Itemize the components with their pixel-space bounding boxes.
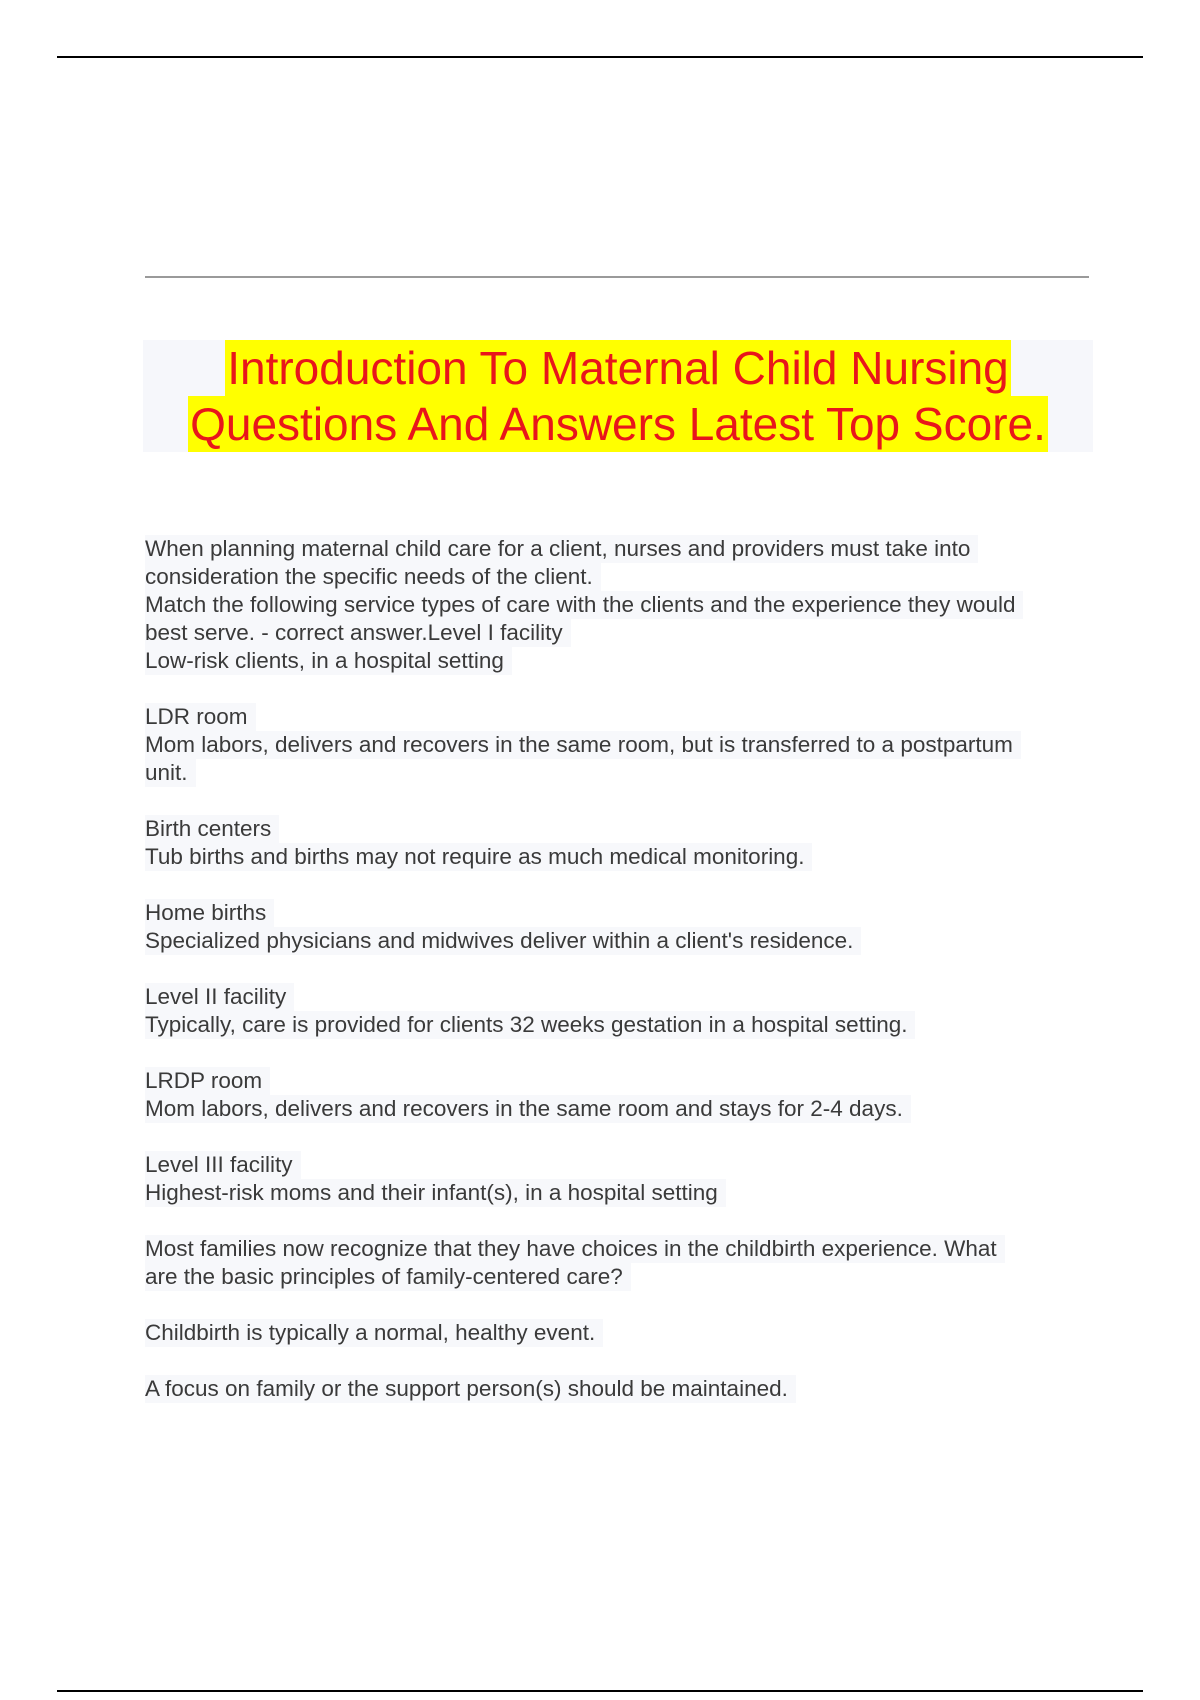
paragraph	[145, 815, 1090, 871]
document-title	[143, 340, 1093, 452]
text-line: Specialized physicians and midwives deliver within a client's residence.	[145, 927, 861, 955]
text-line: Level II facility	[145, 983, 294, 1011]
paragraph	[145, 1151, 1090, 1207]
text-line: Tub births and births may not require as much medical monitoring.	[145, 843, 812, 871]
text-line: Most families now recognize that they have choices in the childbirth experience. What	[145, 1235, 1005, 1263]
text-line: Home births	[145, 899, 274, 927]
text-line: Level III facility	[145, 1151, 301, 1179]
text-line: LRDP room	[145, 1067, 270, 1095]
text-line: LDR room	[145, 703, 256, 731]
text-line: Mom labors, delivers and recovers in the same room, but is transferred to a postpartum	[145, 731, 1021, 759]
paragraph	[145, 983, 1090, 1039]
title-line-2: Questions And Answers Latest Top Score.	[190, 398, 1046, 450]
paragraph	[145, 1067, 1090, 1123]
text-line: are the basic principles of family-centered care?	[145, 1263, 631, 1291]
text-line: Match the following service types of care with the clients and the experience they would	[145, 591, 1023, 619]
text-line: Childbirth is typically a normal, healthy event.	[145, 1319, 603, 1347]
paragraph	[145, 899, 1090, 955]
text-line: Birth centers	[145, 815, 279, 843]
text-line: When planning maternal child care for a client, nurses and providers must take into	[145, 535, 978, 563]
page-top-rule	[57, 56, 1143, 58]
text-line: Typically, care is provided for clients 32 weeks gestation in a hospital setting.	[145, 1011, 915, 1039]
paragraph	[145, 1319, 1090, 1347]
text-line: consideration the specific needs of the client.	[145, 563, 601, 591]
paragraph	[145, 703, 1090, 787]
text-line: Low-risk clients, in a hospital setting	[145, 647, 512, 675]
text-line: A focus on family or the support person(s) should be maintained.	[145, 1375, 796, 1403]
title-line-1: Introduction To Maternal Child Nursing	[227, 342, 1009, 394]
text-line: unit.	[145, 759, 196, 787]
header-divider	[145, 276, 1089, 278]
text-line: best serve. - correct answer.Level I facility	[145, 619, 571, 647]
paragraph	[145, 1235, 1090, 1291]
paragraph	[145, 1375, 1090, 1403]
document-body	[145, 535, 1090, 1431]
paragraph	[145, 535, 1090, 675]
text-line: Mom labors, delivers and recovers in the same room and stays for 2-4 days.	[145, 1095, 911, 1123]
text-line: Highest-risk moms and their infant(s), in a hospital setting	[145, 1179, 726, 1207]
page-bottom-rule	[57, 1690, 1143, 1692]
